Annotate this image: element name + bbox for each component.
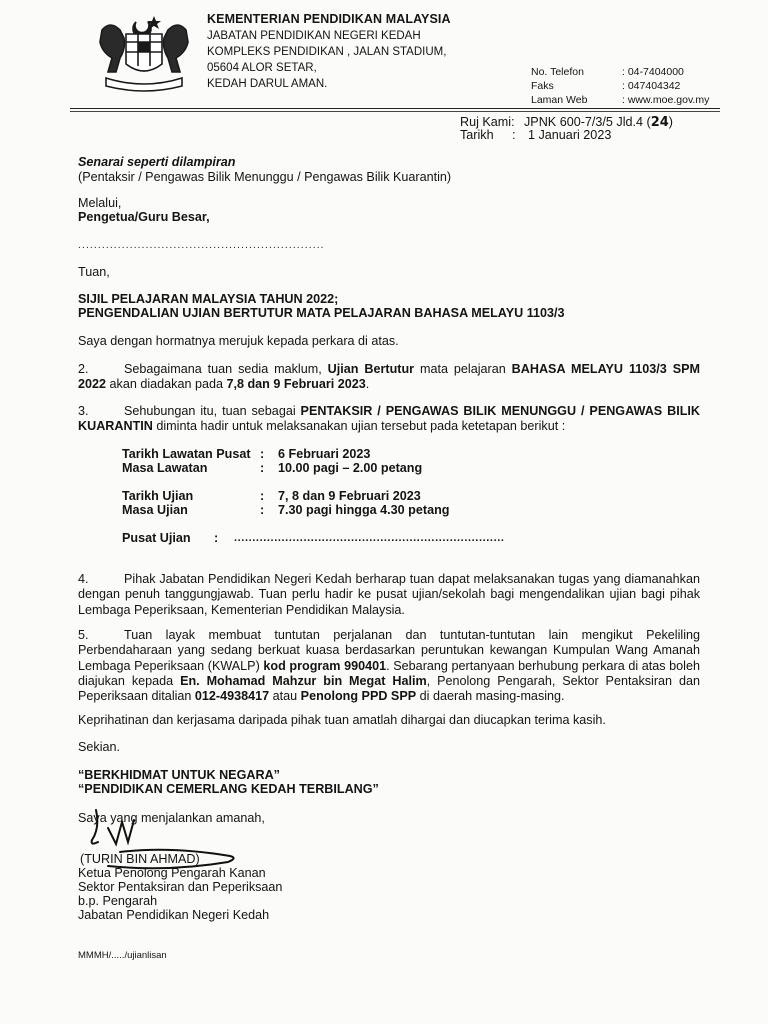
schedule-value: 7.30 pagi hingga 4.30 petang: [278, 503, 450, 517]
subject-line-2: PENGENDALIAN UJIAN BERTUTUR MATA PELAJARAN BAHASA MELAYU 1103/3: [78, 306, 565, 320]
slogan-2: “PENDIDIKAN CEMERLANG KEDAH TERBILANG”: [78, 782, 379, 796]
contact-label-phone: No. Telefon: [531, 66, 584, 78]
subject-line-1: SIJIL PELAJARAN MALAYSIA TAHUN 2022;: [78, 292, 339, 306]
test-centre-separator: :: [214, 531, 219, 545]
ref-label: Ruj Kami:: [460, 115, 515, 129]
contact-value-fax: : 047404342: [622, 80, 681, 92]
test-centre-label: Pusat Ujian: [122, 531, 191, 545]
signatory-sector: Sektor Pentaksiran dan Peperiksaan: [78, 880, 283, 894]
closing: Sekian.: [78, 740, 121, 754]
paragraph-3: 3. Sehubungan itu, tuan sebagai PENTAKSIR / PENGAWAS BILIK MENUNGGU / PENGAWAS BILIK KUARANTIN diminta hadir untuk melaksanakan ujian tersebut pada ketetapan berikut :: [78, 404, 700, 434]
address-line: JABATAN PENDIDIKAN NEGERI KEDAH: [207, 30, 421, 42]
address-line: 05604 ALOR SETAR,: [207, 62, 317, 74]
paragraph-4: 4. Pihak Jabatan Pendidikan Negeri Kedah berharap tuan dapat melaksanakan tugas yang diamanahkan dengan penuh tanggungjawab. Tuan perlu hadir ke pusat ujian/sekolah bagi mengendalikan ujian bagi pihak Lembaga Peperiksaan, Kementerian Pendidikan Malaysia.: [78, 572, 700, 617]
recipient-roles: (Pentaksir / Pengawas Bilik Menunggu / Pengawas Bilik Kuarantin): [78, 170, 452, 184]
header-rule: [70, 111, 720, 112]
schedule-value: 6 Februari 2023: [278, 447, 371, 461]
paragraph-6: Keprihatinan dan kerjasama daripada pihak tuan amatlah dihargai dan diucapkan terima kasih.: [78, 713, 606, 727]
salutation: Tuan,: [78, 265, 110, 279]
schedule-label: Masa Lawatan: [122, 461, 208, 475]
signatory-title: Ketua Penolong Pengarah Kanan: [78, 866, 266, 880]
schedule-label: Tarikh Ujian: [122, 489, 194, 503]
date-separator: :: [512, 128, 516, 142]
signature-lead: Saya yang menjalankan amanah,: [78, 811, 265, 825]
contact-value-web: : www.moe.gov.my: [622, 94, 710, 106]
slogan-1: “BERKHIDMAT UNTUK NEGARA”: [78, 768, 280, 782]
footer-reference: MMMH/...../ujianlisan: [78, 950, 167, 961]
date-value: 1 Januari 2023: [528, 128, 612, 142]
contact-label-fax: Faks: [531, 80, 554, 92]
paragraph-1: Saya dengan hormatnya merujuk kepada perkara di atas.: [78, 334, 399, 348]
schedule-value: 10.00 pagi – 2.00 petang: [278, 461, 423, 475]
recipient-list-note: Senarai seperti dilampiran: [78, 155, 236, 169]
schedule-label: Masa Ujian: [122, 503, 188, 517]
test-centre-dotted-line: ..........................................................................: [234, 532, 505, 544]
schedule-separator: :: [260, 461, 265, 475]
schedule-value: 7, 8 dan 9 Februari 2023: [278, 489, 421, 503]
ref-number: JPNK 600-7/3/5 Jld.4 (24): [524, 115, 673, 130]
schedule-label: Tarikh Lawatan Pusat: [122, 447, 251, 461]
contact-value-phone: : 04-7404000: [622, 66, 684, 78]
signatory-name: (TURIN BIN AHMAD): [80, 852, 200, 866]
ref-handwritten-number: 24: [650, 115, 669, 130]
contact-label-web: Laman Web: [531, 94, 588, 106]
malaysia-coat-of-arms-icon: [92, 12, 196, 92]
paragraph-5: 5. Tuan layak membuat tuntutan perjalanan dan tuntutan-tuntutan lain mengikut Pekeliling Perbendaharaan yang sedang berkuat kuasa berdasarkan peruntukan kewangan Kumpulan Wang Amanah Lembaga Peperiksaan (KWALP) kod program 990401. Sebarang pertanyaan berhubung perkara di atas boleh diajukan kepada En. Mohamad Mahzur bin Megat Halim, Penolong Pengarah, Sektor Pentaksiran dan Peperiksaan ditalian 012-4938417 atau Penolong PPD SPP di daerah masing-masing.: [78, 628, 700, 704]
signatory-on-behalf: b.p. Pengarah: [78, 894, 158, 908]
schedule-separator: :: [260, 489, 265, 503]
schedule-separator: :: [260, 503, 265, 517]
schedule-separator: :: [260, 447, 265, 461]
ministry-name: KEMENTERIAN PENDIDIKAN MALAYSIA: [207, 12, 451, 26]
signatory-department: Jabatan Pendidikan Negeri Kedah: [78, 908, 270, 922]
via-recipient: Pengetua/Guru Besar,: [78, 210, 210, 224]
header-rule: [70, 108, 720, 109]
via-label: Melalui,: [78, 196, 122, 210]
address-line: KEDAH DARUL AMAN.: [207, 78, 328, 90]
paragraph-2: 2. Sebagaimana tuan sedia maklum, Ujian Bertutur mata pelajaran BAHASA MELAYU 1103/3 SPM 2022 akan diadakan pada 7,8 dan 9 Februari 2023.: [78, 362, 701, 392]
date-label: Tarikh: [460, 128, 494, 142]
recipient-dotted-line: ..............................................................: [78, 240, 325, 251]
address-line: KOMPLEKS PENDIDIKAN , JALAN STADIUM,: [207, 46, 447, 58]
